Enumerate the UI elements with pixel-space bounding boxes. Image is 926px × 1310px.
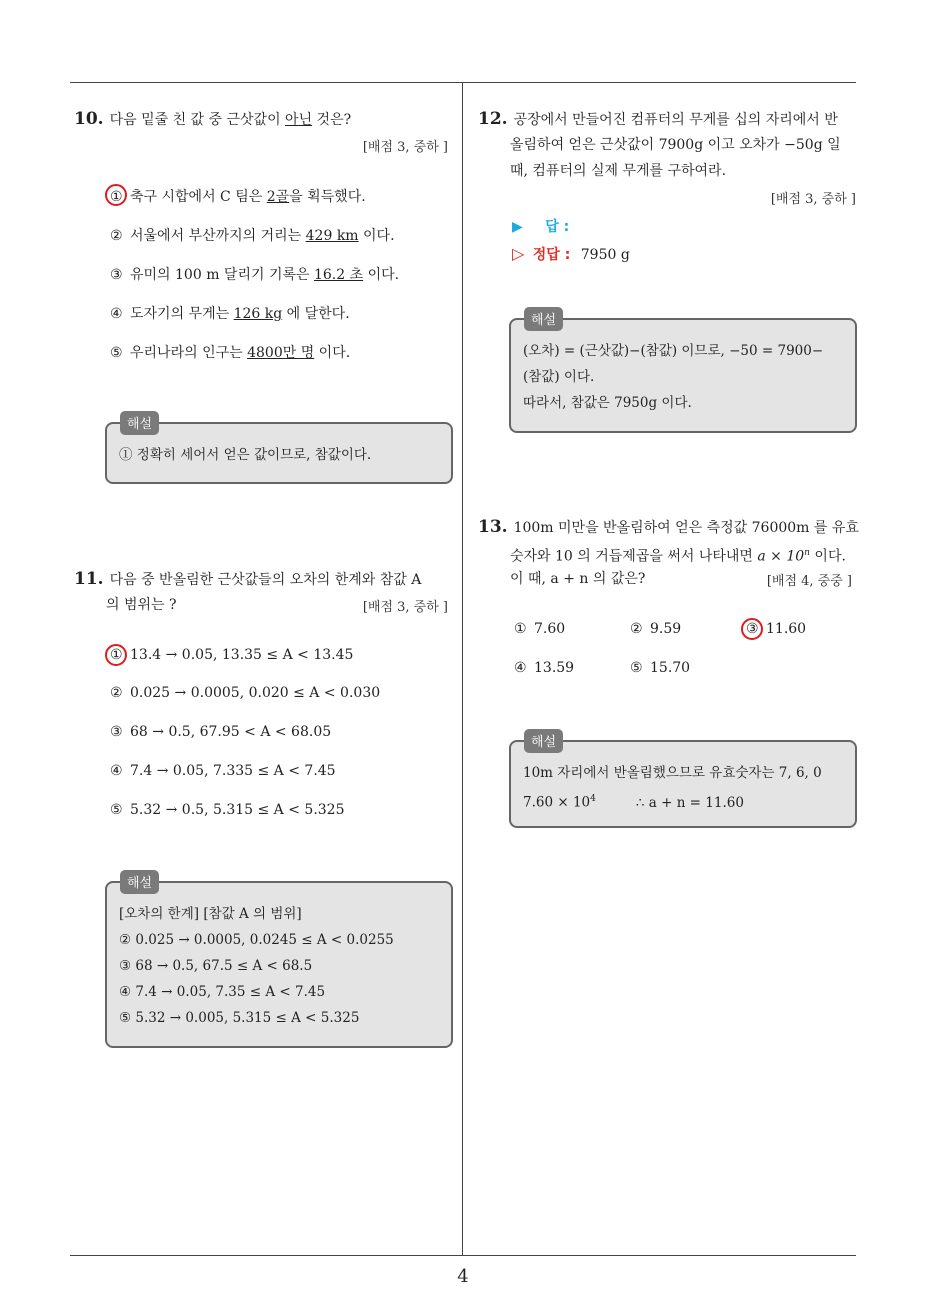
- q11-explanation-box: [105, 881, 453, 1048]
- q12-number: 12.: [478, 109, 508, 129]
- q11-score: [배점 3, 중하 ]: [362, 600, 448, 615]
- q11-line2: 의 범위는 ?: [106, 597, 177, 613]
- q12-line2: 올림하여 얻은 근삿값이 7900g 이고 오차가 −50g 일: [510, 137, 841, 153]
- q11-explanation-tag: 해설: [120, 870, 159, 894]
- play-icon: ▶: [512, 219, 523, 235]
- bottom-rule: [70, 1255, 856, 1256]
- q10-explanation-text: ① 정확히 세어서 얻은 값이므로, 참값이다.: [119, 447, 372, 463]
- q12-correct-row: [512, 244, 630, 264]
- top-rule: [70, 82, 856, 83]
- q12-correct-value: 7950 g: [580, 247, 630, 263]
- column-divider: [462, 83, 463, 1255]
- q10-explanation-tag: 해설: [120, 411, 159, 435]
- q11-number: 11.: [74, 569, 104, 589]
- q11-option-3[interactable]: ③ 68 → 0.5, 67.95 < A < 68.05: [110, 724, 332, 740]
- q13-option-2[interactable]: ② 9.59: [630, 621, 682, 637]
- q12-explanation-box: [509, 318, 857, 433]
- q10-option-5[interactable]: ⑤ 우리나라의 인구는 4800만 명 이다.: [110, 345, 351, 361]
- q13-option-1[interactable]: ① 7.60: [514, 621, 566, 637]
- q10-option-1[interactable]: ① 축구 시합에서 C 팀은 2골을 획득했다.: [110, 189, 366, 205]
- q12-explanation-tag: 해설: [524, 307, 563, 331]
- q13-option-4[interactable]: ④ 13.59: [514, 660, 575, 676]
- q13-option-5[interactable]: ⑤ 15.70: [630, 660, 691, 676]
- page-number: 4: [457, 1266, 469, 1287]
- play-outline-icon: ▷: [512, 244, 525, 263]
- q10-option-3[interactable]: ③ 유미의 100 m 달리기 기록은 16.2 초 이다.: [110, 267, 400, 283]
- q11-option-1[interactable]: ① 13.4 → 0.05, 13.35 ≤ A < 13.45: [110, 647, 354, 663]
- q13-explanation-text: 10m 자리에서 반올림했으므로 유효숫자는 7, 6, 0 $7.60 \times 10^4$ ∴ a + n = 11.60: [523, 765, 822, 811]
- q12-correct-label: 정답 :: [532, 247, 571, 263]
- q10-score: [배점 3, 중하 ]: [362, 140, 448, 155]
- q12-line3: 때, 컴퓨터의 실제 무게를 구하여라.: [510, 163, 727, 179]
- q13-line3: 이 때, a + n 의 값은?: [510, 571, 646, 587]
- q11-option-5[interactable]: ⑤ 5.32 → 0.5, 5.315 ≤ A < 5.325: [110, 802, 345, 818]
- q12-answer-row: [512, 216, 569, 236]
- q11-option-4[interactable]: ④ 7.4 → 0.05, 7.335 ≤ A < 7.45: [110, 763, 336, 779]
- q10-option-2[interactable]: ② 서울에서 부산까지의 거리는 429 km 이다.: [110, 228, 395, 244]
- q10-number: 10.: [74, 109, 104, 129]
- q13-explanation-tag: 해설: [524, 729, 563, 753]
- q11-explanation-text: [오차의 한계] [참값 A 의 범위] ② 0.025 → 0.0005, 0.0245 ≤ A < 0.0255 ③ 68 → 0.5, 67.5 ≤ A < 68.5 ④ 7.4 → 0.05, 7.35 ≤ A < 7.45 ⑤ 5.32 → 0.005, 5.315 ≤ A < 5.325: [119, 906, 394, 1026]
- q12-answer-label: 답 :: [545, 219, 570, 235]
- q11-line1: 11. 다음 중 반올림한 근삿값들의 오차의 한계와 참값 A: [74, 569, 422, 589]
- q10-text: 10. 다음 밑줄 친 값 중 근삿값이 아닌 것은?: [74, 109, 352, 129]
- q13-line1: 13. 100m 미만을 반올림하여 얻은 측정값 76000m 를 유효: [478, 517, 859, 537]
- q12-score: [배점 3, 중하 ]: [770, 192, 856, 207]
- q13-score: [배점 4, 중중 ]: [766, 574, 852, 589]
- q13-explanation-box: [509, 740, 857, 828]
- q10-option-4[interactable]: ④ 도자기의 무게는 126 kg 에 달한다.: [110, 306, 350, 322]
- q12-line1: 12. 공장에서 만들어진 컴퓨터의 무게를 십의 자리에서 반: [478, 109, 838, 129]
- q13-line2: 숫자와 10 의 거듭제곱을 써서 나타내면 $a \times 10^n$ 이다.: [510, 548, 846, 565]
- q11-option-2[interactable]: ② 0.025 → 0.0005, 0.020 ≤ A < 0.030: [110, 685, 381, 701]
- q12-explanation-text: (오차) = (근삿값)−(참값) 이므로, −50 = 7900− (참값) 이다. 따라서, 참값은 7950g 이다.: [523, 343, 824, 411]
- q13-number: 13.: [478, 517, 508, 537]
- q13-option-3[interactable]: ③ 11.60: [746, 621, 807, 637]
